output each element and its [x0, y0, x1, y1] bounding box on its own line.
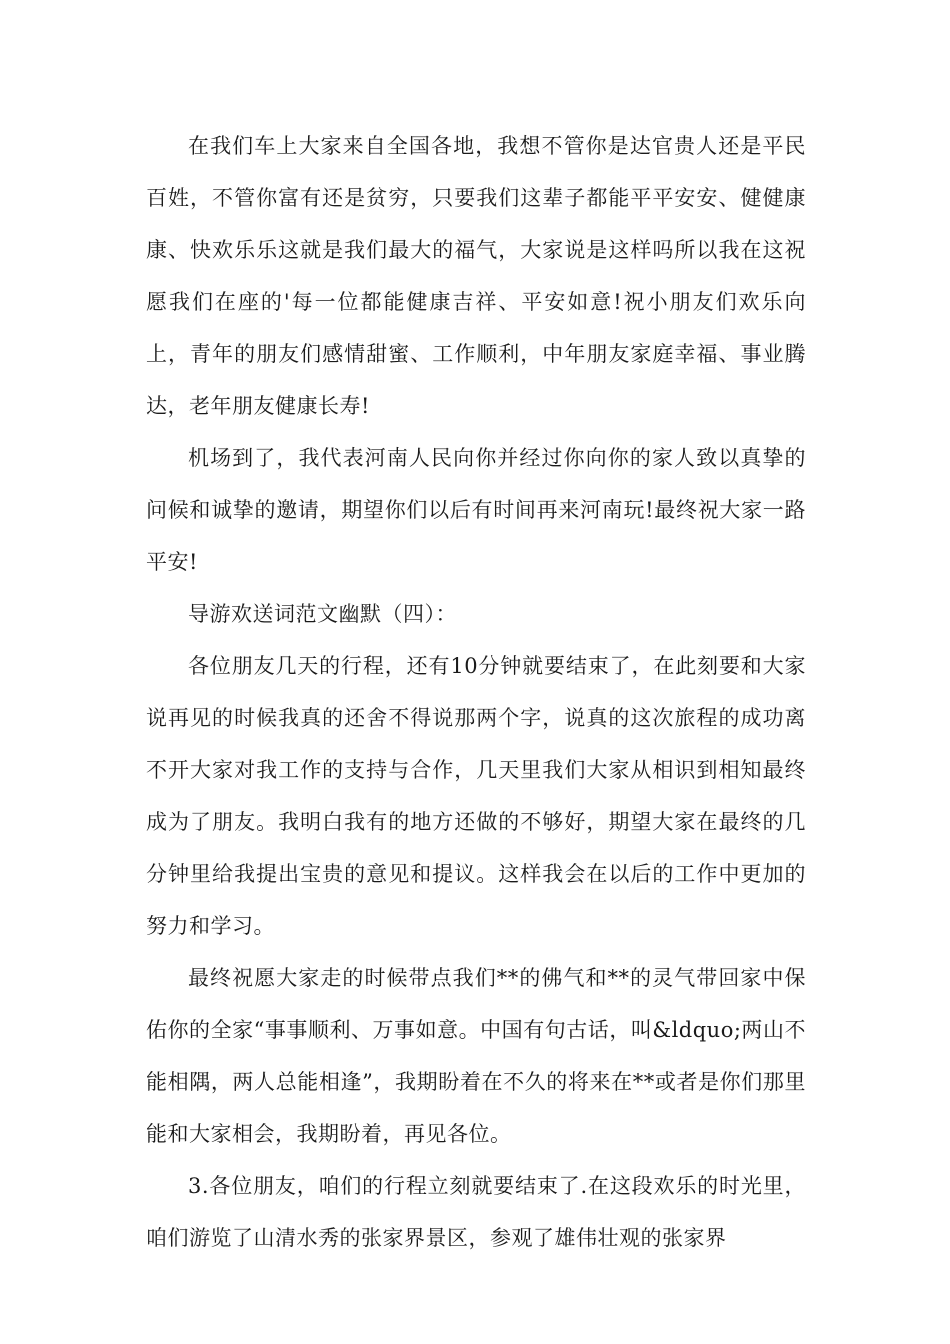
paragraph-blessings: 在我们车上大家来自全国各地，我想不管你是达官贵人还是平民百姓，不管你富有还是贫穷，只要我们这辈子都能平平安安、健健康康、快欢乐乐这就是我们最大的福气，大家说是这样吗所以我在这祝愿我们在座的'每一位都能健康吉祥、平安如意!祝小朋友们欢乐向上，青年的朋友们感情甜蜜、工作顺利，中年朋友家庭幸福、事业腾达，老年朋友健康长寿! — [146, 134, 806, 418]
paragraph-airport-farewell: 机场到了，我代表河南人民向你并经过你向你的家人致以真挚的问候和诚挚的邀请，期望你们以后有时间再来河南玩!最终祝大家一路平安! — [146, 446, 806, 574]
section-heading: 导游欢送词范文幽默（四）： — [188, 602, 457, 626]
paragraph-zhangjiajie: 3.各位朋友，咱们的行程立刻就要结束了.在这段欢乐的时光里，咱们游览了山清水秀的张家界景区，参观了雄伟壮观的张家界 — [146, 1174, 806, 1250]
paragraph-final-wishes: 最终祝愿大家走的时候带点我们**的佛气和**的灵气带回家中保佑你的全家“事事顺利、万事如意。中国有句古话，叫&ldquo;两山不能相隅，两人总能相逢”，我期盼着在不久的将来在**或者是你们那里能和大家相会，我期盼着，再见各位。 — [146, 966, 806, 1146]
paragraph-itinerary-ending: 各位朋友几天的行程，还有10分钟就要结束了，在此刻要和大家说再见的时候我真的还舍不得说那两个字，说真的这次旅程的成功离不开大家对我工作的支持与合作，几天里我们大家从相识到相知最终成为了朋友。我明白我有的地方还做的不够好，期望大家在最终的几分钟里给我提出宝贵的意见和提议。这样我会在以后的工作中更加的努力和学习。 — [146, 654, 806, 938]
document-page — [146, 120, 806, 1264]
